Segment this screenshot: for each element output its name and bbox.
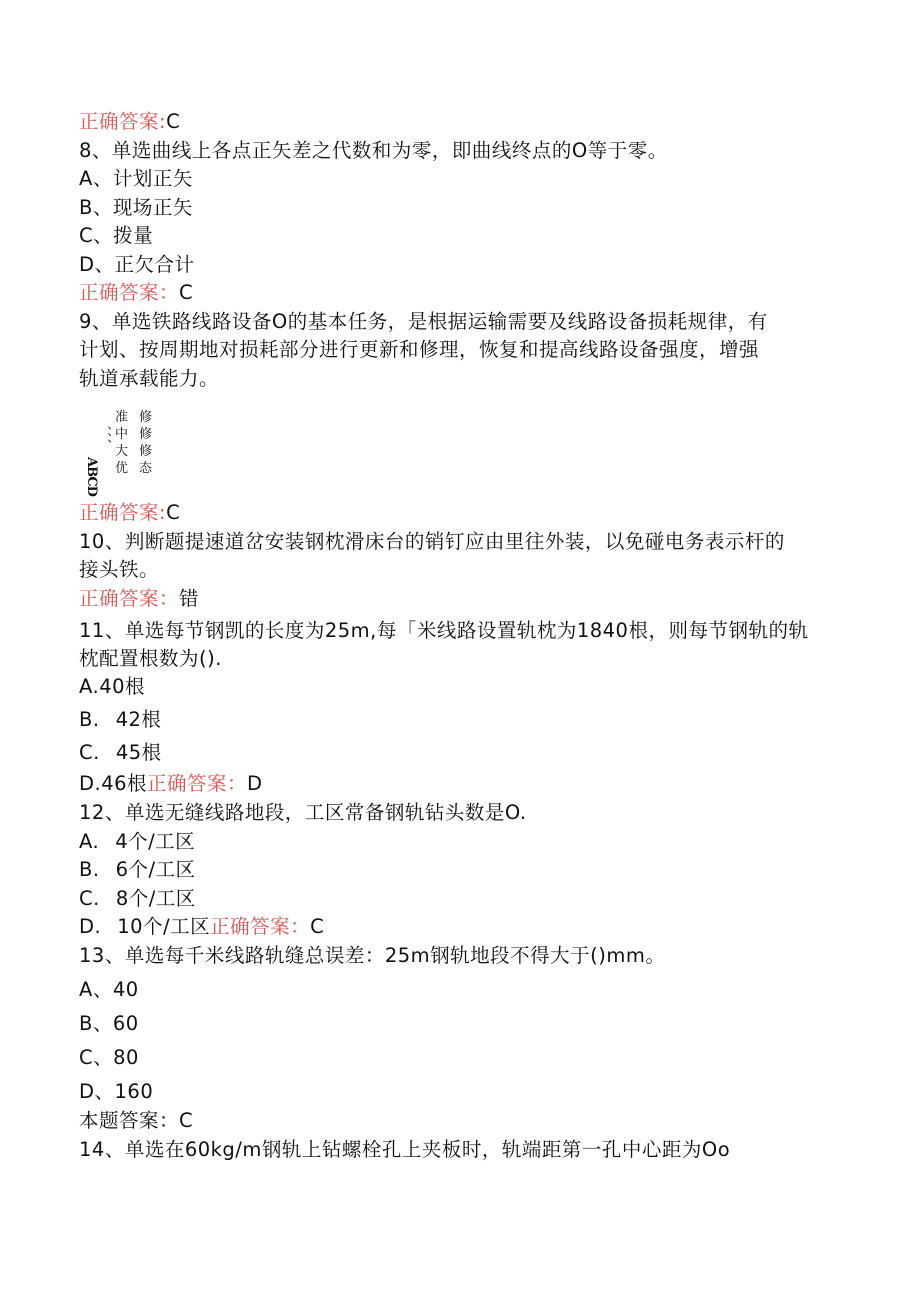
q12-option-a (79, 830, 195, 854)
q11-question-line-1: 11、单选每节钢凯的长度为25m,每「米线路设置轨枕为1840根，则每节钢轨的轨 (79, 619, 809, 642)
q11-answer-value: D (247, 772, 263, 795)
q11-option-d: D.46根 (79, 772, 148, 795)
q10-answer-line (79, 587, 199, 611)
q13-answer-line: 本题答案：C (79, 1109, 194, 1132)
q8-option-a: A、计划正矢 (79, 167, 193, 190)
q12-option-b-text: 6个/工区 (115, 858, 196, 881)
q10-answer-label: 正确答案： (79, 587, 180, 610)
q9-question-line-3: 轨道承载能力。 (79, 367, 220, 390)
q8-question: 8、单选曲线上各点正矢差之代数和为零，即曲线终点的O等于零。 (79, 139, 668, 162)
q13-option-d: D、160 (79, 1080, 154, 1103)
q12-option-c-letter: C. (79, 887, 100, 910)
q11-option-b (79, 708, 161, 732)
q9-opt-col1-3: 优 (115, 461, 129, 476)
q11-option-c (79, 741, 162, 765)
q12-answer-label: 正确答案： (210, 915, 311, 938)
q8-answer-value: C (179, 281, 194, 304)
q12-option-c (79, 887, 196, 911)
q9-answer-label: 正确答案: (79, 501, 167, 524)
q9-options-letters-text: ABCD (84, 457, 99, 496)
q13-option-c: C、80 (79, 1046, 139, 1069)
q9-question-line-1: 9、单选铁路线路设备O的基本任务，是根据运输需要及线路设备损耗规律，有 (79, 310, 768, 333)
q9-options-letters (83, 457, 100, 496)
q9-opt-col2-3: 态 (139, 461, 153, 476)
q8-answer-label: 正确答案： (79, 281, 180, 304)
q8-option-b: B、现场正矢 (79, 196, 193, 219)
q12-option-d-answer-line (79, 915, 324, 939)
q10-answer-value: 错 (179, 587, 200, 610)
q10-question-line-1: 10、判断题提速道岔安装钢枕滑床台的销钉应由里往外装，以免碰电务表示杆的 (79, 530, 785, 553)
q9-answer-value: C (166, 501, 181, 524)
q12-option-a-text: 4个/工区 (115, 830, 196, 853)
q11-option-a: A.40根 (79, 675, 146, 698)
q11-option-c-text: 45根 (115, 741, 162, 764)
q11-answer-label: 正确答案： (147, 772, 248, 795)
q7-answer-value: C (166, 110, 181, 133)
q9-question-line-2: 计划、按周期地对损耗部分进行更新和修理，恢复和提高线路设备强度，增强 (79, 338, 760, 361)
q11-question-line-2: 枕配置根数为(). (79, 647, 222, 670)
q9-options-punct (95, 426, 112, 452)
q10-question-line-2: 接头铁。 (79, 558, 160, 581)
q9-opt-col1-0: 准 (115, 410, 129, 425)
q7-answer-line (79, 110, 180, 134)
q12-option-d-letter: D. (79, 915, 102, 938)
q12-option-d-text: 10个/工区 (117, 915, 211, 938)
q12-option-a-letter: A. (79, 830, 100, 853)
q9-opt-col2-1: 修 (139, 427, 153, 442)
q11-option-c-letter: C. (79, 741, 100, 764)
q9-options-col-1 (115, 409, 128, 477)
q12-option-c-text: 8个/工区 (115, 887, 196, 910)
q9-opt-col1-1: 中 (115, 427, 129, 442)
q7-answer-label: 正确答案: (79, 110, 167, 133)
q9-opt-col2-0: 修 (139, 410, 153, 425)
q13-option-a: A、40 (79, 978, 139, 1001)
q12-option-b (79, 858, 196, 882)
q8-option-c: C、拨量 (79, 224, 154, 247)
q13-option-b: B、60 (79, 1012, 139, 1035)
q11-option-d-answer-line (79, 772, 263, 796)
q8-answer-line (79, 281, 193, 305)
q9-opt-col1-2: 大 (115, 444, 129, 459)
q12-answer-value: C (310, 915, 325, 938)
q12-option-b-letter: B. (79, 858, 100, 881)
q13-question: 13、单选每千米线路轨缝总误差：25m钢轨地段不得大于()mm。 (79, 944, 666, 967)
q11-option-b-letter: B. (79, 708, 100, 731)
q8-option-d: D、正欠合计 (79, 253, 195, 276)
q12-question: 12、单选无缝线路地段，工区常备钢轨钻头数是O. (79, 801, 527, 824)
q9-opt-col2-2: 修 (139, 444, 153, 459)
q14-question: 14、单选在60kg/m钢轨上钻螺栓孔上夹板时，轨端距第一孔中心距为Oo (79, 1138, 731, 1161)
q9-options-col-2 (139, 409, 152, 477)
q9-answer-line (79, 501, 180, 525)
q11-option-b-text: 42根 (115, 708, 162, 731)
q9-options-punct-text: 、、、 (96, 426, 111, 452)
